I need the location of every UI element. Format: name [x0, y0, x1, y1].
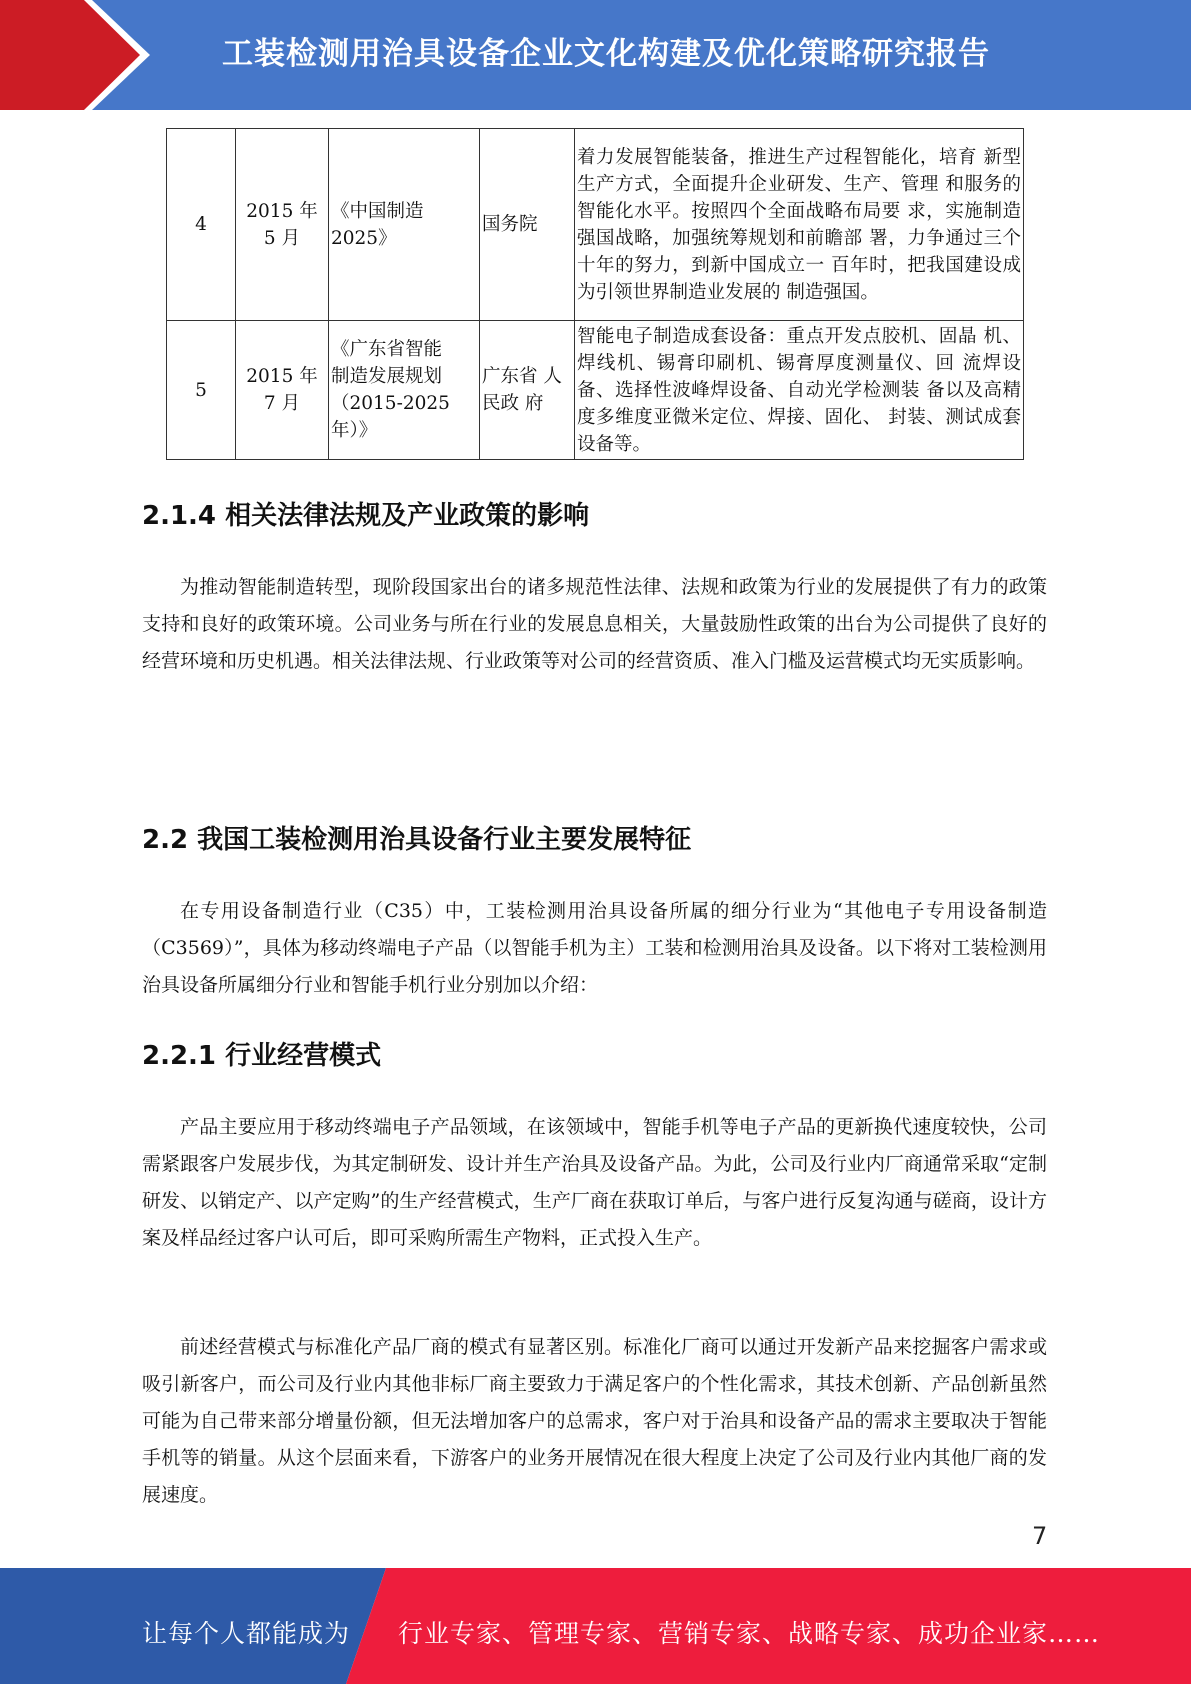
- date-year: 2015 年: [246, 366, 318, 387]
- row-document: [329, 321, 480, 460]
- document-line: 《中国制造: [331, 200, 424, 222]
- document-line: 年）》: [331, 420, 378, 441]
- document-line: 《广东省智能: [331, 339, 443, 360]
- row-document: [329, 129, 480, 321]
- issuer-line: 广东省 人: [482, 366, 562, 387]
- section-paragraph: 在专用设备制造行业（C35）中，工装检测用治具设备所属的细分行业为“其他电子专用设备制造（C3569）”，具体为移动终端电子产品（以智能手机为主）工装和检测用治具及设备。以下将对工装检测用治具设备所属细分行业和智能手机行业分别加以介绍：: [142, 900, 1047, 996]
- header-title: 工装检测用治具设备企业文化构建及优化策略研究报告: [222, 36, 990, 72]
- date-month: 5 月: [263, 227, 301, 249]
- row-number: 4: [167, 129, 236, 321]
- row-issuer: 国务院: [480, 129, 575, 321]
- page-number: 7: [1032, 1522, 1048, 1550]
- table-row: [167, 321, 1024, 460]
- row-content: 智能电子制造成套设备：重点开发点胶机、固晶 机、焊线机、锡膏印刷机、锡膏厚度测量仪、回 流焊设备、选择性波峰焊设备、自动光学检测装 备以及高精度多维度亚微米定位、焊接、固化、 封装、测试成套设备等。: [575, 321, 1024, 460]
- document-line: 2025》: [331, 227, 397, 249]
- date-year: 2015 年: [246, 200, 318, 222]
- section-heading-2-2-1: 2.2.1 行业经营模式: [142, 1041, 382, 1071]
- section-heading-2-1-4: 2.1.4 相关法律法规及产业政策的影响: [142, 501, 590, 531]
- header-red-chevron: [0, 0, 150, 110]
- page-header: [0, 0, 1191, 110]
- document-line: （2015-2025: [331, 393, 450, 414]
- footer-slogan-left: 让每个人都能成为: [142, 1619, 351, 1648]
- page-footer: [0, 1568, 1191, 1684]
- policy-table: [166, 128, 1024, 460]
- row-number: 5: [167, 321, 236, 460]
- row-content: 着力发展智能装备，推进生产过程智能化，培育 新型生产方式，全面提升企业研发、生产、管理 和服务的智能化水平。按照四个全面战略布局要 求，实施制造强国战略，加强统筹规划和前瞻部 署，力争通过三个十年的努力，到新中国成立一 百年时，把我国建设成为引领世界制造业发展的 制造强国。: [575, 129, 1024, 321]
- table-row: [167, 129, 1024, 321]
- section-paragraph: 产品主要应用于移动终端电子产品领域，在该领域中，智能手机等电子产品的更新换代速度较快，公司需紧跟客户发展步伐，为其定制研发、设计并生产治具及设备产品。为此，公司及行业内厂商通常采取“定制研发、以销定产、以产定购”的生产经营模式，生产厂商在获取订单后，与客户进行反复沟通与磋商，设计方案及样品经过客户认可后，即可采购所需生产物料，正式投入生产。: [142, 1116, 1047, 1249]
- row-date: [236, 321, 329, 460]
- footer-slogan-right: 行业专家、管理专家、营销专家、战略专家、成功企业家……: [398, 1619, 1101, 1648]
- row-date: [236, 129, 329, 321]
- section-paragraph: 为推动智能制造转型，现阶段国家出台的诸多规范性法律、法规和政策为行业的发展提供了有力的政策支持和良好的政策环境。公司业务与所在行业的发展息息相关，大量鼓励性政策的出台为公司提供了良好的经营环境和历史机遇。相关法律法规、行业政策等对公司的经营资质、准入门槛及运营模式均无实质影响。: [142, 576, 1047, 672]
- document-line: 制造发展规划: [331, 366, 443, 387]
- section-paragraph: 前述经营模式与标准化产品厂商的模式有显著区别。标准化厂商可以通过开发新产品来挖掘客户需求或吸引新客户，而公司及行业内其他非标厂商主要致力于满足客户的个性化需求，其技术创新、产品创新虽然可能为自己带来部分增量份额，但无法增加客户的总需求，客户对于治具和设备产品的需求主要取决于智能手机等的销量。从这个层面来看，下游客户的业务开展情况在很大程度上决定了公司及行业内其他厂商的发展速度。: [142, 1336, 1047, 1506]
- date-month: 7 月: [263, 393, 301, 414]
- issuer-line: 民政 府: [482, 393, 544, 414]
- section-heading-2-2: 2.2 我国工装检测用治具设备行业主要发展特征: [142, 825, 692, 855]
- row-issuer: [480, 321, 575, 460]
